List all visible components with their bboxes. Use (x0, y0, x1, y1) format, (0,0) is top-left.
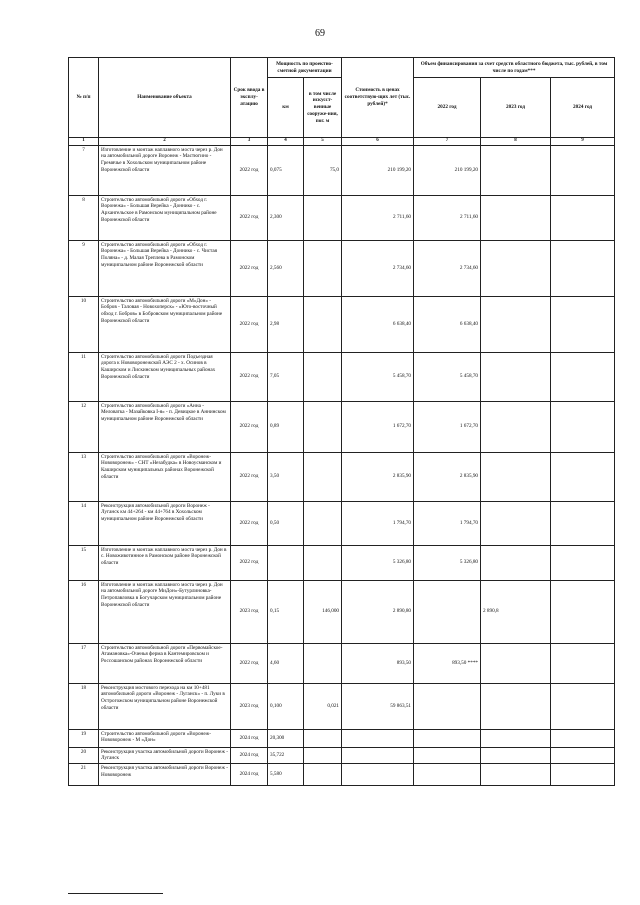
cell-struct (304, 747, 342, 764)
cell-struct (304, 452, 342, 501)
cell-km: 0,100 (268, 683, 304, 729)
column-number: 6 (342, 138, 414, 146)
cell-num: 20 (69, 747, 99, 764)
table-row (69, 545, 615, 580)
cell-struct (304, 240, 342, 296)
cell-km: 3,50 (268, 452, 304, 501)
header-funding: Объем финансирования за счет средств областного бюджета, тыс. рублей, в том числе по годам*** (414, 58, 615, 78)
cell-km: 4,60 (268, 643, 304, 683)
cell-struct (304, 545, 342, 580)
cell-name: Строительство автомобильной дороги «Обход г. Воронежа» - Большая Верейка - Доннико - с. Чистая Поляна» - д. Малая Треплева в Рамонском муниципальном районе Воронежской области (99, 240, 231, 296)
cell-year: 2022 год (231, 501, 268, 545)
cell-num: 8 (69, 195, 99, 240)
header-2024: 2024 год (551, 78, 615, 138)
cell-name: Строительство автомобильной дороги «Воронеж-Нововоронеж - М «Дон» (99, 729, 231, 747)
cell-num: 11 (69, 352, 99, 401)
table-row (69, 145, 615, 195)
cell-year: 2022 год (231, 195, 268, 240)
table-row (69, 195, 615, 240)
cell-cost (342, 729, 414, 747)
cell-y2023 (481, 145, 551, 195)
column-number: 3 (231, 138, 268, 146)
cell-cost: 2 890,80 (342, 580, 414, 643)
column-number: 1 (69, 138, 99, 146)
cell-y2024 (551, 195, 615, 240)
cell-km: 0,89 (268, 401, 304, 452)
cell-num: 19 (69, 729, 99, 747)
cell-cost: 5 326,80 (342, 545, 414, 580)
cell-struct (304, 352, 342, 401)
cell-year: 2022 год (231, 145, 268, 195)
table-row (69, 352, 615, 401)
cell-y2022 (414, 580, 481, 643)
cell-struct (304, 729, 342, 747)
cell-y2023 (481, 764, 551, 786)
table-row (69, 683, 615, 729)
cell-cost: 2 835,90 (342, 452, 414, 501)
cell-year: 2022 год (231, 240, 268, 296)
cell-y2022 (414, 683, 481, 729)
cell-y2024 (551, 729, 615, 747)
cell-struct (304, 195, 342, 240)
cell-km: 0,075 (268, 145, 304, 195)
table-row (69, 401, 615, 452)
page-number: 69 (315, 28, 325, 39)
cell-y2023 (481, 452, 551, 501)
cell-km: 5,580 (268, 764, 304, 786)
cell-y2022: 1 672,70 (414, 401, 481, 452)
cell-struct (304, 643, 342, 683)
table-row (69, 296, 615, 352)
cell-name: Строительство автомобильной дороги «Обход г. Воронежа» - Большая Верейка - Доннико - с. Архангельское в Рамонском муниципальном районе Воронежской области (99, 195, 231, 240)
cell-y2024 (551, 764, 615, 786)
cell-year: 2022 год (231, 352, 268, 401)
cell-year: 2022 год (231, 545, 268, 580)
cell-cost: 5 458,70 (342, 352, 414, 401)
cell-y2022: 5 326,80 (414, 545, 481, 580)
cell-name: Изготовление и монтаж наплавного моста через р. Дон на автомобильной дороге МиДон»-Бутурлиновка-Петропавловка в Богучарском муниципальном районе Воронежской области (99, 580, 231, 643)
cell-cost: 2 734,60 (342, 240, 414, 296)
cell-num: 10 (69, 296, 99, 352)
header-struct: в том числе искусст-венные сооруже-ния, пог. м (304, 78, 342, 138)
cell-cost: 893,50 (342, 643, 414, 683)
cell-num: 7 (69, 145, 99, 195)
cell-y2023 (481, 729, 551, 747)
cell-struct: 146,000 (304, 580, 342, 643)
header-2023: 2023 год (481, 78, 551, 138)
cell-km (268, 545, 304, 580)
header-km: км (268, 78, 304, 138)
cell-cost (342, 764, 414, 786)
cell-km: 0,15 (268, 580, 304, 643)
cell-cost: 210 199,20 (342, 145, 414, 195)
cell-y2023 (481, 643, 551, 683)
header-num: № п/п (69, 58, 99, 138)
table-body (69, 145, 615, 786)
cell-y2024 (551, 545, 615, 580)
table-row (69, 729, 615, 747)
cell-cost (342, 747, 414, 764)
cell-num: 9 (69, 240, 99, 296)
cell-y2022: 6 638,40 (414, 296, 481, 352)
cell-y2024 (551, 747, 615, 764)
cell-num: 15 (69, 545, 99, 580)
cell-km: 2,98 (268, 296, 304, 352)
cell-y2022: 1 794,70 (414, 501, 481, 545)
cell-y2024 (551, 240, 615, 296)
cell-name: Строительство автомобильной дороги «Анна - Меловатка - Мазайковка I-я» - п. Девицкое в Аннинском муниципальном районе Воронежской области (99, 401, 231, 452)
column-number: 9 (551, 138, 615, 146)
cell-km: 0,50 (268, 501, 304, 545)
cell-y2023 (481, 545, 551, 580)
cell-y2022: 893,50 **** (414, 643, 481, 683)
cell-y2023 (481, 296, 551, 352)
cell-year: 2022 год (231, 452, 268, 501)
cell-cost: 1 672,70 (342, 401, 414, 452)
cell-y2022: 210 199,20 (414, 145, 481, 195)
investment-objects-table (68, 57, 615, 786)
cell-name: Реконструкция участка автомобильной дороги Воронеж - Луганск (99, 747, 231, 764)
cell-km: 2,560 (268, 240, 304, 296)
cell-y2024 (551, 501, 615, 545)
cell-name: Строительство автомобильной дороги «М«Дон» - Бобров - Таловая - Новохоперск» - «Юго-восточный обход г. Бобров» в Бобровском муниципальном районе Воронежской области (99, 296, 231, 352)
table-row (69, 240, 615, 296)
cell-cost: 59 863,51 (342, 683, 414, 729)
cell-y2023 (481, 747, 551, 764)
cell-num: 13 (69, 452, 99, 501)
cell-year: 2022 год (231, 296, 268, 352)
header-capacity: Мощность по проектно-сметной документации (268, 58, 342, 78)
cell-struct (304, 296, 342, 352)
cell-num: 17 (69, 643, 99, 683)
cell-y2023 (481, 401, 551, 452)
cell-y2023: 2 890,8 (481, 580, 551, 643)
cell-name: Строительство автомобильной дороги «Воронеж-Нововоронеж» - СНТ «Незабудка» в Новоусманском и Каширском муниципальных районах Воронежской области (99, 452, 231, 501)
column-number: 7 (414, 138, 481, 146)
cell-num: 18 (69, 683, 99, 729)
table-row (69, 501, 615, 545)
cell-y2023 (481, 352, 551, 401)
cell-struct: 0,021 (304, 683, 342, 729)
cell-y2024 (551, 352, 615, 401)
cell-name: Изготовление и монтаж наплавного моста через р. Дон на автомобильной дороге Воронеж - Мастюгино - Гремячье в Хохольском муниципальном районе Воронежской области (99, 145, 231, 195)
column-number: 8 (481, 138, 551, 146)
cell-y2022: 2 711,60 (414, 195, 481, 240)
column-number-row (69, 138, 615, 146)
cell-y2022: 2 835,90 (414, 452, 481, 501)
cell-km: 35,722 (268, 747, 304, 764)
cell-struct: 75,0 (304, 145, 342, 195)
cell-cost: 1 794,70 (342, 501, 414, 545)
cell-y2022: 5 458,70 (414, 352, 481, 401)
cell-year: 2022 год (231, 401, 268, 452)
cell-y2023 (481, 501, 551, 545)
column-number: 4 (268, 138, 304, 146)
cell-y2023 (481, 240, 551, 296)
footnote-divider (68, 893, 163, 894)
cell-year: 2022 год (231, 643, 268, 683)
cell-cost: 6 638,40 (342, 296, 414, 352)
cell-year: 2024 год (231, 747, 268, 764)
cell-y2024 (551, 683, 615, 729)
cell-y2022 (414, 747, 481, 764)
cell-struct (304, 501, 342, 545)
cell-name: Реконструкция автомобильной дороги Воронеж - Луганск км 44+264 - км 44+764 в Хохольском муниципальном районе Воронежской области (99, 501, 231, 545)
table-row (69, 643, 615, 683)
header-cost: Стоимость в ценах соответствую-щих лет (тыс. рублей)* (342, 58, 414, 138)
table-row (69, 580, 615, 643)
header-2022: 2022 год (414, 78, 481, 138)
cell-name: Изготовление и монтаж наплавного моста через р. Дон в с. Новоживотинное в Рамонском районе Воронежской области (99, 545, 231, 580)
cell-num: 21 (69, 764, 99, 786)
cell-y2024 (551, 145, 615, 195)
cell-year: 2024 год (231, 729, 268, 747)
cell-num: 12 (69, 401, 99, 452)
header-name: Наименование объекта (99, 58, 231, 138)
cell-y2023 (481, 195, 551, 240)
cell-y2024 (551, 452, 615, 501)
cell-year: 2023 год (231, 683, 268, 729)
cell-name: Реконструкция мостового перехода на км 10+481 автомобильной дороги «Воронеж - Луганск» - п. Луки в Острогожском муниципальном районе Воронежской области (99, 683, 231, 729)
cell-struct (304, 764, 342, 786)
table-row (69, 747, 615, 764)
cell-struct (304, 401, 342, 452)
table-row (69, 764, 615, 786)
column-number: 5 (304, 138, 342, 146)
cell-y2024 (551, 296, 615, 352)
cell-km: 20,300 (268, 729, 304, 747)
cell-y2022 (414, 729, 481, 747)
cell-num: 14 (69, 501, 99, 545)
cell-y2022: 2 734,60 (414, 240, 481, 296)
cell-y2022 (414, 764, 481, 786)
cell-y2023 (481, 683, 551, 729)
cell-name: Строительство автомобильной дороги «Первомайское-Атамановка»-Оченья ферма в Кантемировском и Россошанском районах Воронежской области (99, 643, 231, 683)
cell-name: Строительство автомобильной дороги Подъездная дорога к Нововоронежской АЭС 2 - х. Осинов в Каширском и Лискинском муниципальных районах Воронежской области (99, 352, 231, 401)
cell-name: Реконструкция участка автомобильной дороги Воронеж - Нововоронеж (99, 764, 231, 786)
column-number: 2 (99, 138, 231, 146)
cell-cost: 2 711,60 (342, 195, 414, 240)
header-year: Срок ввода в эксплу-атацию (231, 58, 268, 138)
cell-km: 2,300 (268, 195, 304, 240)
cell-y2024 (551, 580, 615, 643)
cell-year: 2024 год (231, 764, 268, 786)
table-row (69, 452, 615, 501)
cell-num: 16 (69, 580, 99, 643)
cell-year: 2023 год (231, 580, 268, 643)
cell-y2024 (551, 643, 615, 683)
cell-km: 7,05 (268, 352, 304, 401)
cell-y2024 (551, 401, 615, 452)
